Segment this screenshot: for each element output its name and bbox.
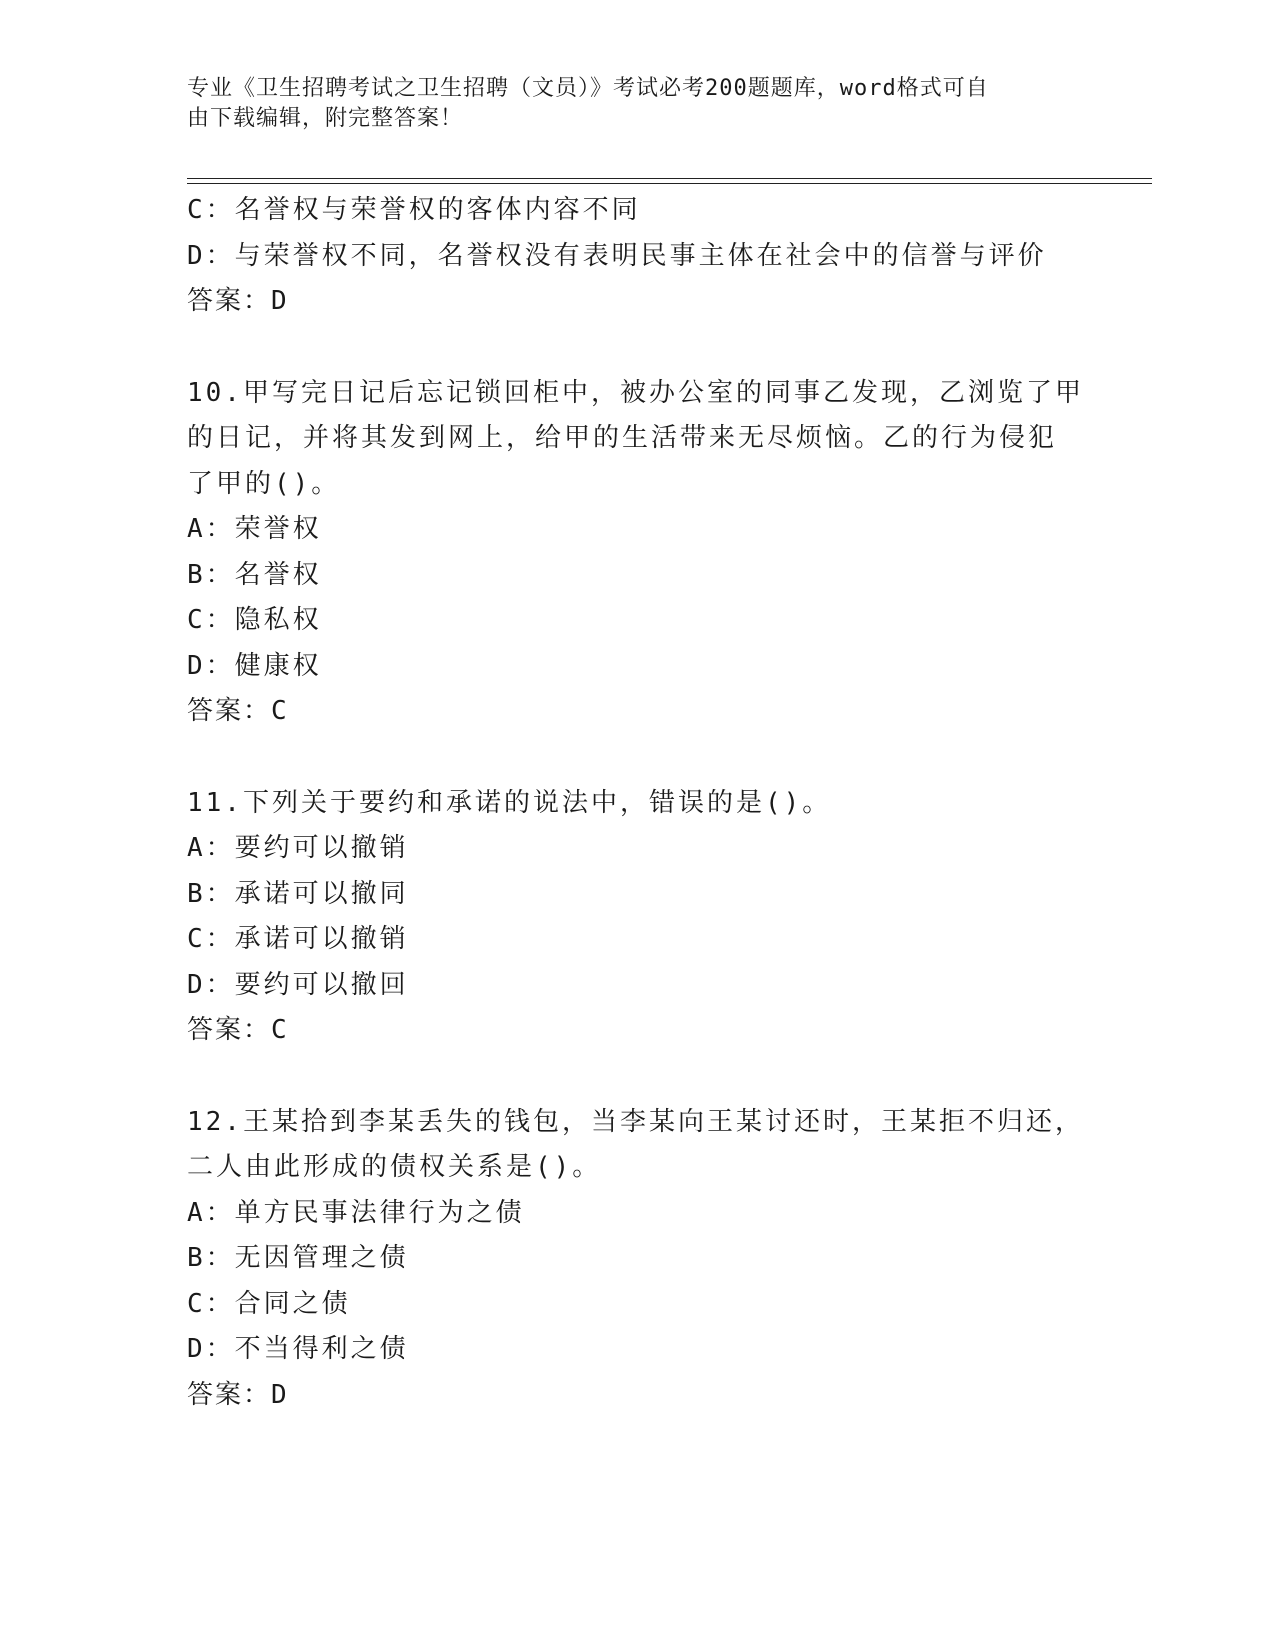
option-b: B：无因管理之债 bbox=[187, 1243, 409, 1273]
spacer bbox=[187, 735, 1087, 781]
answer: 答案：C bbox=[187, 1015, 289, 1045]
option-d: D：健康权 bbox=[187, 650, 322, 681]
question-stem-line: 二人由此形成的债权关系是()。 bbox=[187, 1152, 602, 1182]
question-10 bbox=[187, 371, 1087, 735]
spacer bbox=[187, 325, 1087, 371]
header-line-2: 由下载编辑，附完整答案！ bbox=[187, 106, 464, 131]
option-c: C：名誉权与荣誉权的客体内容不同 bbox=[187, 195, 641, 225]
question-stem-line: 的日记，并将其发到网上，给甲的生活带来无尽烦恼。乙的行为侵犯 bbox=[187, 423, 1058, 453]
prev-question-block bbox=[187, 188, 1087, 325]
option-a: A：要约可以撤销 bbox=[187, 833, 409, 863]
answer: 答案：C bbox=[187, 696, 289, 726]
option-d: D：与荣誉权不同，名誉权没有表明民事主体在社会中的信誉与评价 bbox=[187, 240, 1047, 271]
header-divider-bottom bbox=[187, 183, 1152, 184]
option-c: C：合同之债 bbox=[187, 1288, 351, 1319]
option-b: B：名誉权 bbox=[187, 559, 322, 590]
question-11 bbox=[187, 781, 1087, 1054]
option-b: B：承诺可以撤同 bbox=[187, 878, 409, 909]
question-stem-line: 10.甲写完日记后忘记锁回柜中，被办公室的同事乙发现，乙浏览了甲 bbox=[187, 377, 1084, 408]
question-stem-line: 11.下列关于要约和承诺的说法中，错误的是()。 bbox=[187, 787, 832, 818]
question-stem-line: 了甲的()。 bbox=[187, 468, 341, 499]
question-12 bbox=[187, 1100, 1087, 1419]
header-divider-top bbox=[187, 178, 1152, 179]
option-c: C：承诺可以撤销 bbox=[187, 924, 409, 954]
option-c: C：隐私权 bbox=[187, 605, 322, 635]
document-header bbox=[187, 74, 1067, 134]
option-d: D：要约可以撤回 bbox=[187, 969, 409, 1000]
spacer bbox=[187, 1054, 1087, 1100]
question-stem-line: 12.王某拾到李某丢失的钱包，当李某向王某讨还时，王某拒不归还， bbox=[187, 1106, 1084, 1137]
question-content bbox=[187, 188, 1087, 1418]
option-a: A：荣誉权 bbox=[187, 514, 322, 544]
header-line-1: 专业《卫生招聘考试之卫生招聘（文员）》考试必考200题题库，word格式可自 bbox=[187, 76, 989, 101]
option-a: A：单方民事法律行为之债 bbox=[187, 1197, 525, 1228]
answer: 答案：D bbox=[187, 286, 289, 316]
answer: 答案：D bbox=[187, 1379, 289, 1410]
option-d: D：不当得利之债 bbox=[187, 1334, 409, 1364]
